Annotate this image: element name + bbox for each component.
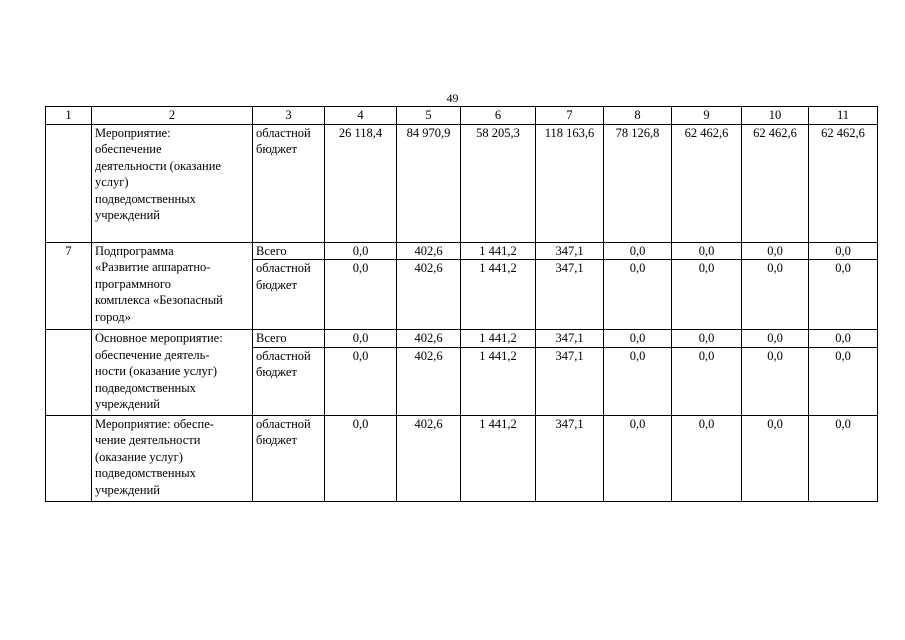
- value-cell: 347,1: [536, 415, 604, 501]
- value-cell: 0,0: [672, 347, 742, 415]
- value-cell: 118 163,6: [536, 124, 604, 242]
- value-cell: 0,0: [672, 415, 742, 501]
- value-cell: 0,0: [742, 330, 809, 348]
- value-cell: 84 970,9: [397, 124, 461, 242]
- value-cell: 0,0: [604, 260, 672, 330]
- row-number: [46, 415, 92, 501]
- value-cell: 402,6: [397, 330, 461, 348]
- value-cell: 347,1: [536, 260, 604, 330]
- value-cell: 0,0: [325, 330, 397, 348]
- header-cell: 11: [809, 107, 878, 125]
- value-cell: 0,0: [742, 242, 809, 260]
- value-cell: 402,6: [397, 415, 461, 501]
- funding-source: областной бюджет: [253, 415, 325, 501]
- table-row: [46, 330, 878, 348]
- value-cell: 62 462,6: [672, 124, 742, 242]
- value-cell: 0,0: [672, 330, 742, 348]
- value-cell: 0,0: [809, 260, 878, 330]
- header-cell: 10: [742, 107, 809, 125]
- value-cell: 0,0: [672, 260, 742, 330]
- value-cell: 347,1: [536, 242, 604, 260]
- header-cell: 2: [92, 107, 253, 125]
- value-cell: 402,6: [397, 260, 461, 330]
- header-cell: 3: [253, 107, 325, 125]
- value-cell: 347,1: [536, 330, 604, 348]
- header-cell: 5: [397, 107, 461, 125]
- value-cell: 0,0: [809, 347, 878, 415]
- value-cell: 0,0: [809, 330, 878, 348]
- header-cell: 7: [536, 107, 604, 125]
- value-cell: 78 126,8: [604, 124, 672, 242]
- value-cell: 62 462,6: [742, 124, 809, 242]
- value-cell: 0,0: [809, 242, 878, 260]
- value-cell: 58 205,3: [461, 124, 536, 242]
- funding-source: областной бюджет: [253, 347, 325, 415]
- value-cell: 347,1: [536, 347, 604, 415]
- page-number: 49: [446, 91, 459, 105]
- total-label: Всего: [253, 330, 325, 348]
- value-cell: 1 441,2: [461, 260, 536, 330]
- total-label: Всего: [253, 242, 325, 260]
- value-cell: 62 462,6: [809, 124, 878, 242]
- value-cell: 0,0: [742, 347, 809, 415]
- header-cell: 1: [46, 107, 92, 125]
- row-number: [46, 124, 92, 242]
- header-row: [46, 107, 878, 125]
- value-cell: 0,0: [325, 415, 397, 501]
- value-cell: 0,0: [325, 260, 397, 330]
- table-row: [46, 124, 878, 242]
- value-cell: 402,6: [397, 347, 461, 415]
- header-cell: 8: [604, 107, 672, 125]
- value-cell: 0,0: [325, 347, 397, 415]
- value-cell: 0,0: [742, 260, 809, 330]
- main-activity-name: Основное мероприятие: обеспечение деятель- ности (оказание услуг) подведомственных учреждений: [92, 330, 253, 416]
- funding-source: областной бюджет: [253, 260, 325, 330]
- subprogram-name: Подпрограмма «Развитие аппаратно- программного комплекса «Безопасный город»: [92, 242, 253, 330]
- value-cell: 0,0: [672, 242, 742, 260]
- value-cell: 26 118,4: [325, 124, 397, 242]
- value-cell: 0,0: [742, 415, 809, 501]
- table-row: [46, 415, 878, 501]
- value-cell: 0,0: [604, 330, 672, 348]
- row-number: 7: [46, 242, 92, 330]
- funding-source: областной бюджет: [253, 124, 325, 242]
- row-number: [46, 330, 92, 416]
- value-cell: 1 441,2: [461, 242, 536, 260]
- header-cell: 6: [461, 107, 536, 125]
- activity-name: Мероприятие: обеспе- чение деятельности (оказание услуг) подведомственных учреждений: [92, 415, 253, 501]
- value-cell: 0,0: [325, 242, 397, 260]
- value-cell: 402,6: [397, 242, 461, 260]
- activity-name: Мероприятие: обеспечение деятельности (оказание услуг) подведомственных учреждений: [92, 124, 253, 242]
- budget-table: [45, 106, 878, 502]
- header-cell: 9: [672, 107, 742, 125]
- value-cell: 0,0: [604, 347, 672, 415]
- value-cell: 0,0: [809, 415, 878, 501]
- value-cell: 1 441,2: [461, 415, 536, 501]
- value-cell: 1 441,2: [461, 347, 536, 415]
- header-cell: 4: [325, 107, 397, 125]
- value-cell: 0,0: [604, 242, 672, 260]
- table-row: [46, 242, 878, 260]
- value-cell: 0,0: [604, 415, 672, 501]
- value-cell: 1 441,2: [461, 330, 536, 348]
